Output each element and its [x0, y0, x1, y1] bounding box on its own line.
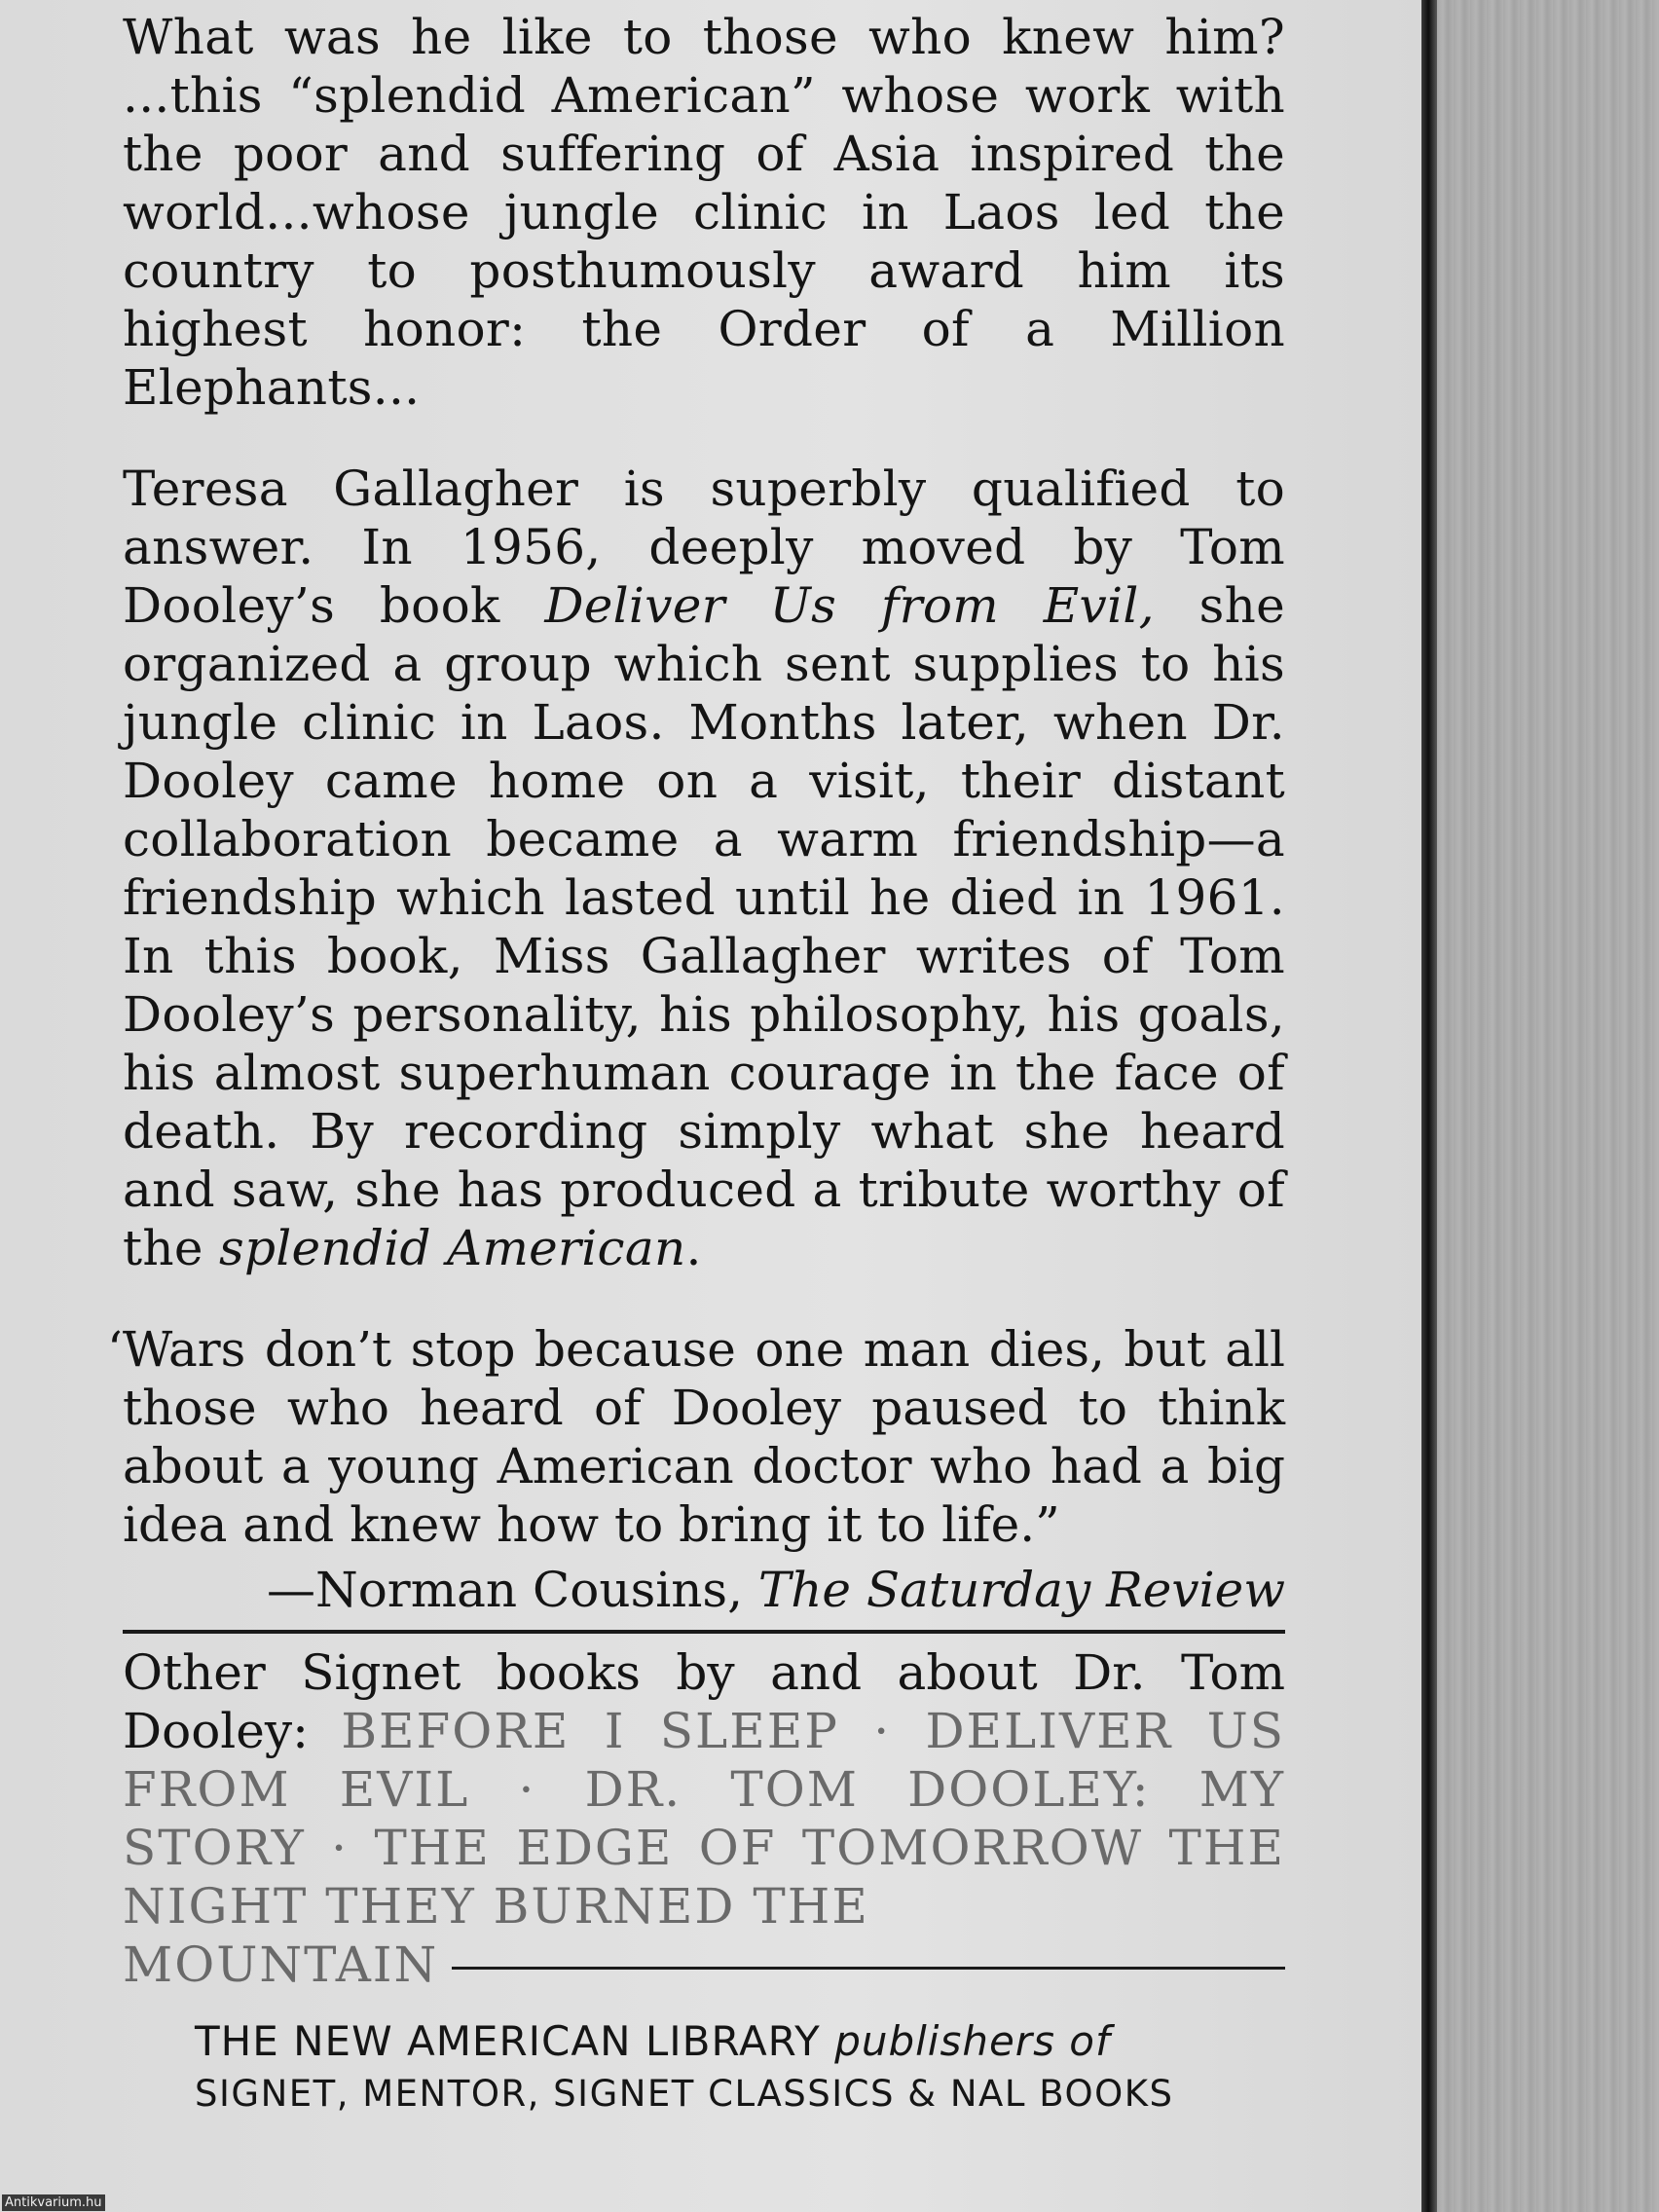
book-title-italic: Deliver Us from Evil, — [544, 577, 1155, 634]
other-books-last-line — [123, 1936, 1285, 1994]
other-books-last-word: MOUNTAIN — [123, 1936, 439, 1993]
watermark: Antikvarium.hu — [2, 2194, 105, 2211]
section-divider — [123, 1630, 1285, 1634]
attribution-source: The Saturday Review — [757, 1562, 1285, 1618]
other-books — [123, 1643, 1285, 1936]
publisher-imprints: SIGNET, MENTOR, SIGNET CLASSICS & NAL BOOKS — [195, 2073, 1174, 2115]
intro-paragraph — [123, 8, 1285, 417]
cover-text — [107, 8, 1285, 2120]
closing-italic: splendid American — [218, 1220, 686, 1276]
cover-spine-edge — [1421, 0, 1437, 2212]
description-text-part2: she organized a group which sent supplies to his jungle clinic in Laos. Months later, when Dr. Dooley came home on a visit, their distant collaboration became a warm friendship—a friendship which lasted until he died in 1961. In this book, Miss Gallagher writes of Tom Dooley’s personality, his philosophy, his goals, his almost superhuman courage in the face of death. By recording simply what she heard and saw, she has produced a tribute worthy of the — [123, 577, 1285, 1276]
closing-period: . — [685, 1220, 702, 1276]
review-quote: ‘Wars don’t stop because one man dies, but all those who heard of Dooley paused to think about a young American doctor who had a big idea and knew how to bring it to life.” — [107, 1321, 1285, 1553]
intro-paragraph-text: What was he like to those who knew him? ...this “splendid American” whose work with the poor and suffering of Asia inspired the world...whose jungle clinic in Laos led the country to posthumously award him its highest honor: the Order of a Million Elephants... — [123, 9, 1285, 416]
wood-background — [1437, 0, 1659, 2212]
other-books-intro: Other Signet books by and about Dr. Tom Dooley: — [123, 1644, 1285, 1759]
publisher-name: THE NEW AMERICAN LIBRARY — [195, 2017, 821, 2065]
publisher-block — [195, 2015, 1285, 2120]
trailing-rule — [452, 1967, 1285, 1970]
publisher-suffix: publishers of — [834, 2017, 1111, 2065]
description-text-part1: Teresa Gallagher is superbly qualified to answer. In 1956, deeply moved by Tom Dooley’s book — [123, 461, 1285, 634]
description-paragraph — [123, 460, 1285, 1277]
other-books-list: BEFORE I SLEEP · DELIVER US FROM EVIL · DR. TOM DOOLEY: MY STORY · THE EDGE OF TOMORROW THE NIGHT THEY BURNED THE — [123, 1703, 1285, 1935]
quote-attribution — [123, 1560, 1285, 1620]
attribution-author: —Norman Cousins, — [266, 1562, 758, 1618]
